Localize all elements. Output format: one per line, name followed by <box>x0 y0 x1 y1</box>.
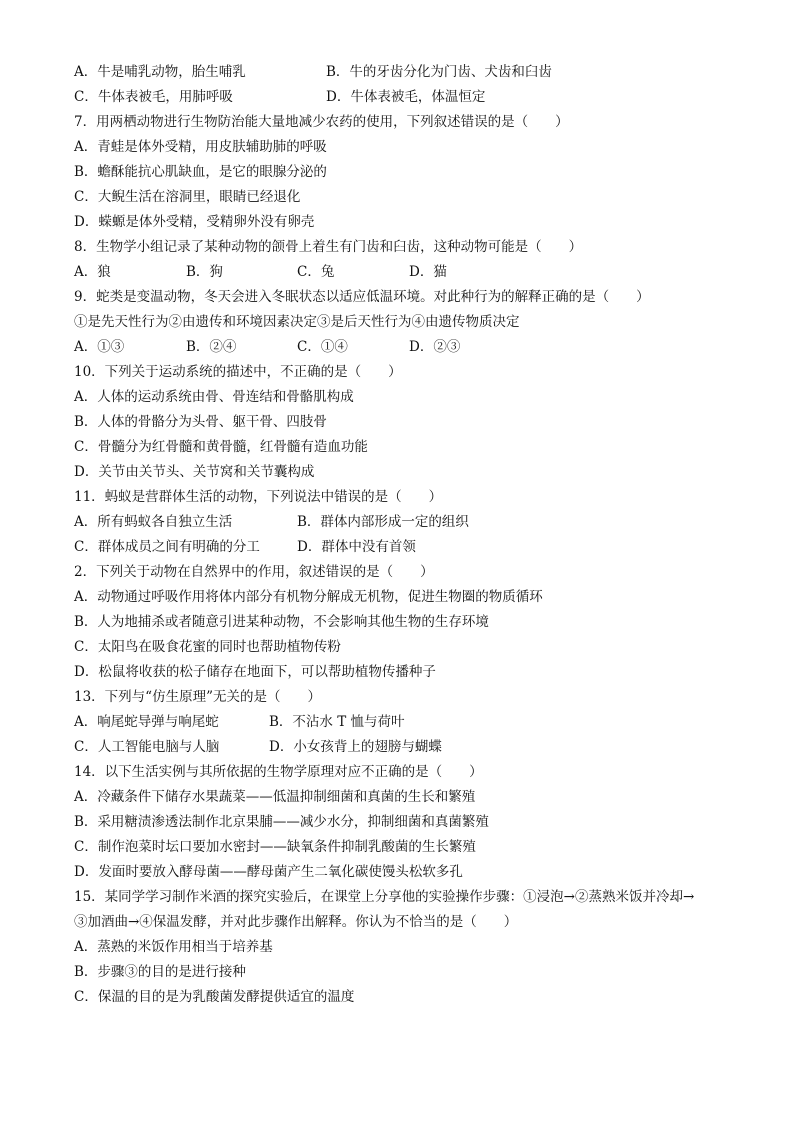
q14-option-a: A．冷藏条件下储存水果蔬菜——低温抑制细菌和真菌的生长和繁殖 <box>74 789 476 805</box>
q13-option-b: B．不沾水 T 恤与荷叶 <box>269 714 405 730</box>
q14-option-b: B．采用糖渍渗透法制作北京果脯——减少水分，抑制细菌和真菌繁殖 <box>74 814 489 830</box>
q11-option-a: A．所有蚂蚁各自独立生活 <box>74 514 233 530</box>
q14-option-d: D．发面时要放入酵母菌——酵母菌产生二氧化碳使馒头松软多孔 <box>74 864 463 880</box>
q7-option-a: A．青蛙是体外受精，用皮肤辅助肺的呼吸 <box>74 139 327 155</box>
q13-option-d: D．小女孩背上的翅膀与蝴蝶 <box>269 739 442 755</box>
q11-option-d: D．群体中没有首领 <box>297 539 416 555</box>
q7-option-c: C．大鲵生活在溶洞里，眼睛已经退化 <box>74 189 301 205</box>
q15-option-c: C．保温的目的是为乳酸菌发酵提供适宜的温度 <box>74 989 355 1005</box>
q9-option-a: A．①③ <box>74 339 125 355</box>
q12-option-b: B．人为地捕杀或者随意引进某种动物，不会影响其他生物的生存环境 <box>74 614 489 630</box>
q6-option-a: A．牛是哺乳动物，胎生哺乳 <box>74 64 246 80</box>
q6-option-b: B．牛的牙齿分化为门齿、犬齿和臼齿 <box>326 64 552 80</box>
q8-option-a: A．狼 <box>74 264 111 280</box>
q9-statements: ①是先天性行为②由遗传和环境因素决定③是后天性行为④由遗传物质决定 <box>74 314 520 330</box>
q9-option-d: D．②③ <box>409 339 461 355</box>
q12-stem: 2．下列关于动物在自然界中的作用，叙述错误的是（ ） <box>74 564 434 580</box>
q8-option-d: D．猫 <box>409 264 447 280</box>
q11-option-c: C．群体成员之间有明确的分工 <box>74 539 260 555</box>
q12-option-d: D．松鼠将收获的松子储存在地面下，可以帮助植物传播种子 <box>74 664 436 680</box>
q10-option-d: D．关节由关节头、关节窝和关节囊构成 <box>74 464 315 480</box>
q10-option-c: C．骨髓分为红骨髓和黄骨髓，红骨髓有造血功能 <box>74 439 368 455</box>
q10-option-a: A．人体的运动系统由骨、骨连结和骨骼肌构成 <box>74 389 354 405</box>
q15-stem-line1: 15．某同学学习制作米酒的探究实验后，在课堂上分享他的实验操作步骤：①浸泡→②蒸熟米饭并冷却→ <box>74 889 695 905</box>
q14-option-c: C．制作泡菜时坛口要加水密封——缺氧条件抑制乳酸菌的生长繁殖 <box>74 839 476 855</box>
q10-option-b: B．人体的骨骼分为头骨、躯干骨、四肢骨 <box>74 414 327 430</box>
q13-option-a: A．响尾蛇导弹与响尾蛇 <box>74 714 219 730</box>
q15-option-a: A．蒸熟的米饭作用相当于培养基 <box>74 939 273 955</box>
q8-stem: 8．生物学小组记录了某种动物的颌骨上着生有门齿和臼齿，这种动物可能是（ ） <box>74 239 583 255</box>
q11-option-b: B．群体内部形成一定的组织 <box>297 514 469 530</box>
q9-option-b: B．②④ <box>186 339 237 355</box>
q13-option-c: C．人工智能电脑与人脑 <box>74 739 220 755</box>
q8-option-c: C．兔 <box>297 264 335 280</box>
q7-option-d: D．蝾螈是体外受精，受精卵外没有卵壳 <box>74 214 315 230</box>
q9-stem: 9．蛇类是变温动物，冬天会进入冬眠状态以适应低温环境。对此种行为的解释正确的是（ ） <box>74 289 650 305</box>
q12-option-c: C．太阳鸟在吸食花蜜的同时也帮助植物传粉 <box>74 639 341 655</box>
q14-stem: 14．以下生活实例与其所依据的生物学原理对应不正确的是（ ） <box>74 764 483 780</box>
q6-option-d: D．牛体表被毛，体温恒定 <box>326 89 486 105</box>
q15-option-b: B．步骤③的目的是进行接种 <box>74 964 246 980</box>
q10-stem: 10．下列关于运动系统的描述中，不正确的是（ ） <box>74 364 402 380</box>
q6-option-c: C．牛体表被毛，用肺呼吸 <box>74 89 233 105</box>
q8-option-b: B．狗 <box>186 264 223 280</box>
q13-stem: 13．下列与“仿生原理”无关的是（ ） <box>74 689 321 705</box>
q15-stem-line2: ③加酒曲→④保温发酵，并对此步骤作出解释。你认为不恰当的是（ ） <box>74 914 518 930</box>
q11-stem: 11．蚂蚁是营群体生活的动物，下列说法中错误的是（ ） <box>74 489 443 505</box>
q7-option-b: B．蟾酥能抗心肌缺血，是它的眼腺分泌的 <box>74 164 327 180</box>
q9-option-c: C．①④ <box>297 339 348 355</box>
q7-stem: 7．用两栖动物进行生物防治能大量地减少农药的使用，下列叙述错误的是（ ） <box>74 114 569 130</box>
q12-option-a: A．动物通过呼吸作用将体内部分有机物分解成无机物，促进生物圈的物质循环 <box>74 589 543 605</box>
